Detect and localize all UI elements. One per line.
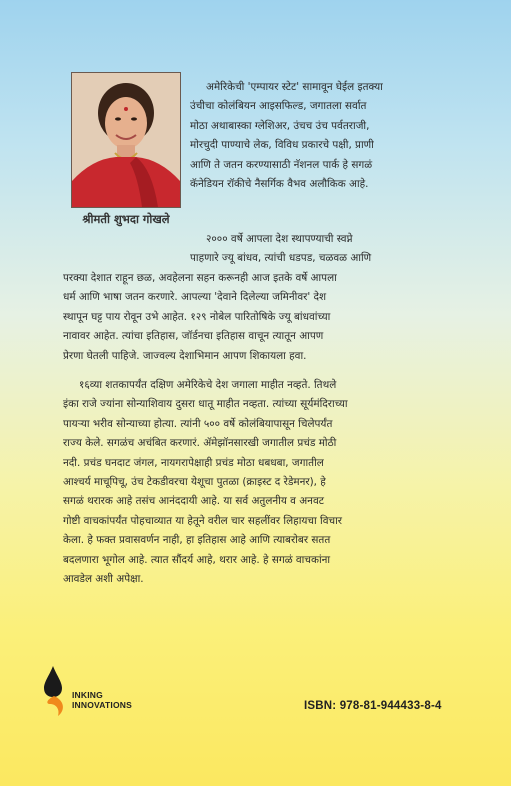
author-photo	[71, 72, 181, 208]
text-line: आश्चर्य माचूपिचू, उंच टेकडीवरचा येशूचा पुतळा (क्राइस्ट द रेडेमनर), हे	[63, 476, 326, 489]
text-line: पाहणारे ज्यू बांधव, त्यांची धडपड, चळवळ आणि	[190, 252, 372, 265]
text-line: राज्य केले. सगळंच अचंबित करणारं. ॲमेझॉनसारखी जगातील प्रचंड मोठी	[63, 437, 337, 450]
text-line: गोष्टी वाचकांपर्यंत पोहचाव्यात या हेतूने वरील चार सहलींवर लिहायचा विचार	[63, 514, 343, 527]
text-line: परक्या देशात राहून छळ, अवहेलना सहन करूनही आज इतके वर्षे आपला	[63, 272, 337, 284]
text-line: उंचीचा कोलंबियन आइसफिल्ड, जगातला सर्वात	[190, 100, 367, 113]
publisher-name	[72, 690, 132, 710]
text-line: २००० वर्षे आपला देश स्थापण्याची स्वप्ने	[206, 233, 353, 245]
text-line: १६व्या शतकापर्यंत दक्षिण अमेरिकेचे देश जगाला माहीत नव्हते. तिथले	[79, 379, 337, 391]
text-line: अमेरिकेची 'एम्पायर स्टेट' सामावून घेईल इतक्या	[206, 81, 383, 93]
paragraph-1	[190, 78, 472, 194]
paragraph-3	[63, 376, 473, 589]
text-line: नदी. प्रचंड घनदाट जंगल, नायगरापेक्षाही प्रचंड मोठा धबधबा, जगातील	[63, 456, 324, 469]
text-line: इंका राजे ज्यांना सोन्याशिवाय दुसरा धातू माहीत नव्हता. त्यांच्या सूर्यमंदिराच्या	[63, 398, 348, 411]
text-line: धर्म आणि भाषा जतन करणारे. आपल्या 'देवाने दिलेल्या जमिनीवर' देश	[63, 291, 327, 304]
text-line: कॅनेडियन रॉकीचे नैसर्गिक वैभव अलौकिक आहे.	[190, 178, 369, 191]
text-line: मोरचुदी पाण्याचे लेक, विविध प्रकारचे पक्षी, प्राणी	[190, 139, 374, 152]
text-line: आणि ते जतन करण्यासाठी नॅशनल पार्क हे सगळं	[190, 158, 373, 171]
text-line: मोठा अथाबास्का ग्लेशिअर, उंचच उंच पर्वतराजी,	[190, 119, 370, 132]
author-caption: श्रीमती शुभदा गोखले	[82, 212, 170, 226]
isbn-number: ISBN: 978-81-944433-8-4	[304, 700, 442, 712]
text-line: बदलणारा भूगोल आहे. त्यात सौंदर्य आहे, थरार आहे. हे सगळं वाचकांना	[63, 553, 331, 566]
publisher-name-line2: INNOVATIONS	[72, 700, 132, 710]
publisher-logo-icon	[40, 666, 70, 716]
publisher-name-line1: INKING	[72, 690, 103, 700]
text-line: नावावर आहेत. त्यांचा इतिहास, जॉर्डनचा इतिहास वाचून त्यातून आपण	[63, 330, 324, 343]
text-line: प्रेरणा घेतली पाहिजे. जाज्वल्य देशाभिमान आपण शिकायला हवा.	[63, 349, 307, 362]
text-line: केला. हे फक्त प्रवासवर्णन नाही, हा इतिहास आहे आणि त्याबरोबर सतत	[63, 534, 331, 547]
text-line: सगळं थरारक आहे तसंच आनंददायी आहे. या सर्व अतुलनीय व अनवट	[63, 495, 324, 508]
text-line: पायऱ्या भरीव सोन्याच्या होत्या. त्यांनी ५०० वर्षे कोलंबियापासून चिलेपर्यंत	[63, 417, 333, 430]
text-line: स्थापून घट्ट पाय रोवून उभे आहेत. १२९ नोबेल पारितोषिके ज्यू बांधवांच्या	[63, 310, 331, 323]
paragraph-2	[63, 269, 473, 366]
flame-shape	[47, 696, 63, 716]
ink-drop-shape	[44, 666, 62, 697]
paragraph-2-intro	[190, 230, 472, 269]
text-line: आवडेल अशी अपेक्षा.	[63, 573, 144, 586]
